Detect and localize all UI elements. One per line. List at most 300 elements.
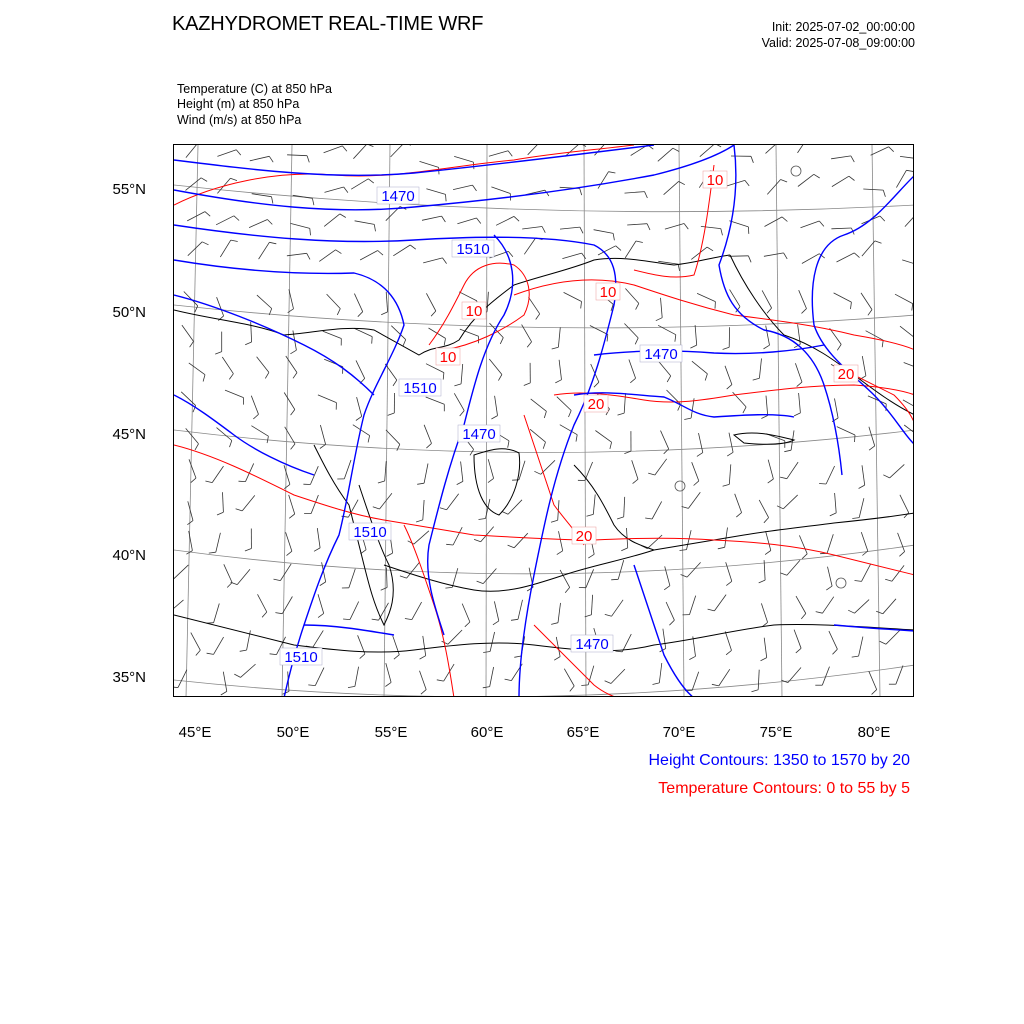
lon-line-60: [486, 145, 487, 697]
wind-barb-staff: [250, 156, 269, 161]
temp-contour-10d: [514, 280, 914, 350]
wind-barb-staff: [767, 180, 780, 195]
wind-barb-staff: [831, 156, 851, 159]
wind-barb-feather: [833, 649, 838, 654]
wind-barb-staff: [798, 174, 814, 186]
wind-barb-staff: [454, 393, 464, 410]
wind-barb-feather: [381, 312, 387, 315]
wind-barb-feather: [669, 620, 674, 625]
wind-barb-staff: [426, 189, 445, 195]
wind-barb-feather: [616, 246, 621, 251]
wind-barb-staff: [612, 600, 624, 616]
lon-label-45: 45°E: [178, 724, 212, 741]
wind-barb-staff: [220, 240, 231, 257]
wind-barb-feather: [582, 253, 586, 259]
lat-label-45: 45°N: [112, 426, 146, 443]
wind-barb-feather: [508, 251, 513, 256]
wind-barb-feather: [372, 619, 379, 620]
wind-barb-staff: [489, 359, 502, 375]
wind-barb-staff: [595, 145, 608, 155]
wind-barb-staff: [862, 465, 865, 485]
wind-barb-staff: [861, 293, 872, 310]
wind-barb-feather: [552, 347, 559, 349]
wind-barb-feather: [630, 378, 635, 383]
wind-barb-staff: [174, 565, 188, 579]
wind-barb-feather: [511, 619, 518, 620]
wind-barb-feather: [457, 481, 463, 484]
wind-barb-feather: [320, 582, 326, 586]
wind-barb-staff: [289, 495, 295, 514]
height-label-1510-west: [399, 379, 441, 397]
wind-barb-staff: [562, 253, 581, 259]
wind-barb-staff: [423, 258, 442, 263]
wind-barb-feather: [723, 347, 730, 349]
wind-barb-staff: [695, 325, 697, 345]
wind-barb-staff: [687, 562, 701, 577]
wind-barb-staff: [420, 161, 439, 167]
wind-barb-staff: [799, 290, 807, 308]
wind-barb-feather: [394, 655, 399, 660]
wind-barb-staff: [424, 425, 431, 444]
wind-barb-staff: [627, 224, 647, 225]
wind-barb-feather: [337, 309, 340, 315]
variable-height: Height (m) at 850 hPa: [177, 97, 300, 111]
wind-barb-staff: [855, 600, 870, 614]
variable-wind: Wind (m/s) at 850 hPa: [177, 113, 302, 127]
wind-barb-feather: [613, 233, 614, 240]
temp-label-text: 10: [706, 172, 724, 189]
wind-barb-staff: [496, 216, 514, 225]
wind-barb-staff: [556, 637, 560, 657]
wind-barb-staff: [317, 528, 320, 548]
wind-barb-feather: [780, 477, 787, 479]
wind-barb-feather: [229, 374, 233, 380]
wind-barb-staff: [318, 594, 324, 613]
wind-barb-feather: [381, 588, 387, 591]
wind-barb-feather: [253, 414, 258, 419]
wind-barb-staff: [890, 464, 905, 478]
temp-label-10-west: [436, 348, 460, 366]
wind-barb-staff: [658, 148, 673, 161]
wind-barb-staff: [426, 293, 435, 311]
wind-barb-feather: [885, 579, 892, 581]
wind-barb-feather: [816, 612, 823, 614]
wind-barb-staff: [666, 602, 674, 620]
wind-barb-feather: [784, 253, 788, 259]
wind-barb-staff: [632, 460, 638, 479]
wind-barb-staff: [249, 220, 267, 228]
height-label-text: 1510: [284, 649, 318, 666]
wind-barb-feather: [284, 484, 290, 488]
wind-barb-feather: [446, 194, 447, 201]
wind-barb-feather: [356, 416, 362, 420]
wind-barb-staff: [834, 293, 852, 302]
lat-line-55: [174, 185, 914, 212]
wind-barb-staff: [225, 390, 244, 398]
wind-barb-feather: [899, 552, 904, 557]
wind-barb-staff: [787, 462, 798, 479]
wind-barb-feather: [768, 479, 774, 483]
wind-barb-staff: [611, 669, 625, 683]
wind-barb-staff: [625, 192, 645, 194]
wind-barb-feather: [308, 685, 315, 686]
wind-barb-staff: [287, 155, 307, 156]
wind-barb-feather: [580, 189, 582, 196]
wind-barb-staff: [222, 357, 233, 374]
lon-label-55: 55°E: [374, 724, 408, 741]
wind-barb-feather: [555, 380, 561, 383]
wind-barb-feather: [421, 690, 426, 695]
wind-barb-staff: [216, 533, 221, 552]
wind-barb-staff: [794, 630, 801, 649]
wind-barb-staff: [799, 535, 807, 553]
wind-barb-feather: [205, 212, 210, 217]
wind-barb-feather: [880, 641, 886, 644]
wind-barb-staff: [462, 604, 470, 622]
wind-barb-staff: [663, 629, 666, 649]
wind-barb-feather: [819, 221, 824, 226]
wind-barb-staff: [862, 241, 875, 256]
wind-barb-staff: [461, 364, 463, 384]
wind-barb-staff: [829, 631, 838, 649]
wind-barb-staff: [700, 145, 715, 157]
wind-barb-feather: [876, 611, 883, 614]
wind-barb-feather: [493, 621, 499, 625]
wind-barb-feather: [498, 375, 502, 381]
wind-barb-feather: [209, 552, 216, 553]
wind-barb-feather: [653, 683, 660, 685]
height-label-1510-north: [452, 240, 494, 258]
wind-barb-feather: [912, 304, 913, 311]
wind-barb-feather: [534, 471, 540, 474]
wind-barb-feather: [291, 410, 295, 416]
wind-barb-feather: [751, 156, 753, 163]
legend-height-contours: Height Contours: 1350 to 1570 by 20: [648, 752, 910, 769]
wind-barb-feather: [431, 311, 436, 316]
wind-barb-staff: [528, 145, 542, 155]
wind-barb-feather: [477, 581, 484, 584]
wind-barb-feather: [557, 551, 563, 555]
wind-barb-feather: [551, 623, 558, 625]
wind-barb-staff: [693, 636, 696, 656]
wind-barb-staff: [353, 145, 367, 159]
variable-temperature: Temperature (C) at 850 hPa: [177, 82, 332, 96]
wind-barb-feather: [465, 622, 470, 627]
wind-barb-staff: [725, 366, 732, 385]
wind-barb-staff: [310, 466, 318, 484]
temp-contour-20d: [404, 525, 454, 697]
wind-barb-feather: [883, 190, 885, 197]
wind-barb-staff: [692, 361, 708, 374]
wind-barb-feather: [230, 178, 237, 180]
wind-barb-staff: [481, 527, 494, 542]
wind-barb-staff: [692, 672, 699, 691]
wind-barb-staff: [426, 397, 445, 404]
wind-barb-feather: [336, 250, 342, 254]
wind-barb-staff: [726, 562, 732, 581]
wind-barb-staff: [461, 462, 463, 482]
height-contour-9: [719, 145, 842, 475]
wind-barb-staff: [658, 325, 676, 334]
height-contour-5: [174, 295, 374, 395]
wind-barb-staff: [182, 325, 194, 341]
wind-barb-staff: [189, 363, 205, 375]
wind-barb-feather: [880, 216, 885, 221]
wind-barb-feather: [287, 551, 292, 555]
temp-label-text: 20: [575, 528, 593, 545]
wind-barb-staff: [420, 671, 427, 690]
lat-label-50: 50°N: [112, 304, 146, 321]
wind-barb-feather: [483, 652, 490, 653]
wind-barb-staff: [559, 531, 563, 551]
wind-barb-staff: [386, 292, 387, 312]
wind-barb-staff: [898, 533, 905, 552]
wind-barb-staff: [735, 494, 742, 513]
wind-barb-feather: [269, 156, 273, 162]
wind-barb-staff: [895, 294, 913, 303]
lat-label-35: 35°N: [112, 669, 146, 686]
wind-barb-staff: [286, 356, 297, 373]
wind-barb-staff: [883, 599, 896, 614]
wind-barb-feather: [906, 170, 913, 171]
wind-barb-staff: [360, 251, 378, 261]
height-label-1470-center: [458, 425, 500, 443]
wind-barb-feather: [542, 227, 545, 233]
wind-barb-feather: [230, 441, 232, 448]
wind-barb-feather: [202, 242, 208, 245]
wind-barb-staff: [325, 187, 344, 192]
wind-barb-feather: [405, 619, 412, 620]
wind-barb-feather: [819, 484, 826, 485]
wind-barb-feather: [645, 192, 648, 198]
wind-barb-feather: [191, 478, 196, 483]
balkhash-lake: [734, 433, 794, 444]
lon-label-70: 70°E: [662, 724, 696, 741]
wind-barb-feather: [849, 176, 855, 180]
wind-barb-feather: [446, 544, 453, 545]
wind-barb-staff: [618, 560, 624, 579]
wind-barb-staff: [764, 253, 784, 256]
wind-barb-staff: [729, 464, 731, 484]
wind-barb-feather: [715, 145, 721, 147]
wind-barb-staff: [529, 297, 540, 314]
temp-label-text: 20: [587, 396, 605, 413]
wind-barb-feather: [723, 484, 730, 486]
wind-barb-feather: [673, 148, 679, 151]
temp-label-text: 20: [837, 366, 855, 383]
wind-barb-staff: [624, 393, 625, 413]
wind-barb-feather: [205, 481, 212, 483]
valid-time: Valid: 2025-07-08_09:00:00: [761, 36, 915, 50]
wind-barb-staff: [896, 666, 903, 685]
height-contour-8: [594, 345, 824, 355]
wind-barb-feather: [190, 341, 194, 347]
wind-barb-feather: [307, 156, 309, 163]
wind-barb-staff: [257, 295, 272, 308]
graticule: [174, 145, 914, 697]
lon-label-60: 60°E: [470, 724, 504, 741]
legend-temperature-contours: Temperature Contours: 0 to 55 by 5: [658, 780, 910, 797]
wind-barb-feather: [445, 587, 452, 588]
temp-contour-20b: [524, 415, 584, 545]
wind-barb-feather: [267, 220, 272, 225]
wind-barb-staff: [798, 145, 809, 153]
wind-barb-feather: [290, 350, 296, 354]
wind-barb-staff: [892, 565, 904, 581]
wind-barb-staff: [508, 500, 522, 514]
height-label-text: 1470: [644, 346, 678, 363]
temp-label-10-ural: [462, 302, 486, 320]
wind-barb-staff: [217, 428, 232, 441]
temp-label-text: 10: [599, 284, 617, 301]
lon-line-50: [282, 145, 292, 697]
wind-barb-feather: [718, 547, 725, 549]
wind-barb-feather: [837, 344, 841, 350]
lon-label-65: 65°E: [566, 724, 600, 741]
wind-barb-feather: [368, 179, 374, 183]
wind-barb-feather: [288, 309, 294, 313]
wind-barb-feather: [217, 512, 223, 515]
wind-barb-staff: [869, 671, 877, 689]
wind-barb-staff: [242, 495, 255, 511]
wind-barb-feather: [348, 686, 355, 687]
wind-barb-feather: [610, 442, 612, 449]
wind-barb-feather: [656, 318, 662, 321]
wind-barb-feather: [705, 374, 707, 381]
wind-barb-staff: [690, 596, 696, 615]
wind-barb-staff: [692, 462, 699, 481]
wind-barb-staff: [822, 667, 829, 686]
wind-barb-staff: [557, 397, 571, 411]
wind-barb-feather: [690, 345, 696, 348]
wind-barb-feather: [727, 385, 732, 390]
wind-barb-feather: [442, 216, 446, 222]
wind-barb-staff: [701, 226, 721, 228]
height-label-text: 1470: [575, 636, 609, 653]
wind-barb-staff: [284, 465, 290, 484]
wind-barb-staff: [385, 461, 387, 481]
wind-barb-staff: [624, 497, 625, 517]
wind-barb-feather: [473, 185, 477, 191]
wind-barb-feather: [340, 214, 346, 218]
wind-barb-feather: [400, 576, 407, 578]
wind-barb-feather: [543, 442, 545, 449]
wind-barb-staff: [483, 569, 496, 584]
wind-barb-feather: [694, 481, 699, 486]
wind-barb-feather: [474, 539, 481, 541]
wind-barb-feather: [460, 411, 465, 416]
wind-barb-staff: [412, 602, 422, 620]
wind-barb-feather: [236, 509, 243, 511]
wind-barb-feather: [889, 147, 894, 152]
wind-barb-feather: [759, 580, 765, 583]
wind-barb-feather: [855, 581, 862, 582]
wind-barb-feather: [684, 224, 688, 230]
map-panel: [173, 144, 914, 697]
lon-label-80: 80°E: [857, 724, 891, 741]
lon-line-70: [679, 145, 684, 697]
wind-barb-feather: [444, 338, 445, 345]
wind-barb-staff: [802, 254, 819, 264]
wind-barb-staff: [423, 636, 426, 656]
wind-barb-feather: [275, 613, 282, 614]
wind-barb-staff: [453, 185, 472, 190]
wind-barb-staff: [787, 560, 800, 575]
wind-barb-staff: [759, 358, 761, 378]
wind-barb-feather: [636, 241, 643, 243]
height-label-text: 1470: [462, 426, 496, 443]
wind-barb-feather: [801, 614, 806, 619]
wind-barb-feather: [470, 449, 474, 455]
wind-barb-feather: [570, 686, 574, 691]
wind-barb-staff: [904, 363, 914, 370]
wind-barb-feather: [883, 475, 889, 478]
wind-barb-feather: [802, 309, 807, 314]
wind-barb-staff: [452, 568, 458, 587]
wind-barb-feather: [764, 518, 769, 523]
wind-barb-staff: [491, 187, 510, 194]
wind-barb-staff: [490, 632, 495, 652]
wind-barb-feather: [814, 174, 820, 178]
wind-barb-feather: [565, 587, 570, 592]
wind-barb-staff: [863, 189, 883, 190]
wind-barb-feather: [236, 150, 241, 155]
wind-barb-feather: [697, 453, 703, 457]
wind-barb-feather: [648, 473, 655, 475]
wind-barb-feather: [527, 342, 531, 348]
wind-barb-feather: [618, 413, 625, 415]
country-boundaries: [174, 255, 914, 652]
height-label-text: 1510: [403, 380, 437, 397]
wind-barb-feather: [358, 312, 363, 317]
wind-barb-staff: [355, 221, 375, 225]
wind-barb-staff: [356, 360, 365, 378]
wind-barb-staff: [453, 527, 462, 545]
wind-barb-feather: [764, 345, 770, 349]
wind-barb-staff: [586, 569, 594, 587]
boundary-south: [174, 615, 914, 652]
aral-sea: [474, 449, 520, 515]
wind-barb-feather: [262, 612, 267, 617]
wind-barb-staff: [902, 260, 914, 266]
height-label-1470-east: [640, 345, 682, 363]
wind-barb-feather: [781, 180, 788, 183]
wind-barb-feather: [681, 575, 688, 578]
wind-barb-staff: [518, 600, 523, 620]
wind-barb-feather: [851, 302, 852, 309]
wind-barb-feather: [368, 436, 370, 443]
wind-barb-feather: [378, 251, 383, 256]
wind-barb-feather: [437, 680, 444, 681]
wind-barb-staff: [217, 150, 236, 157]
wind-barb-staff: [729, 221, 748, 227]
wind-barb-feather: [576, 435, 577, 442]
wind-barb-staff: [284, 393, 295, 410]
wind-barb-feather: [797, 382, 802, 387]
wind-barb-staff: [595, 431, 611, 443]
wind-barb-feather: [367, 145, 374, 147]
wind-barb-staff: [861, 532, 868, 551]
wind-barb-staff: [560, 425, 577, 435]
wind-barb-feather: [386, 553, 392, 556]
wind-barb-staff: [598, 172, 609, 189]
wind-barb-feather: [875, 241, 882, 243]
wind-barb-staff: [344, 460, 351, 479]
wind-barb-feather: [745, 180, 749, 186]
wind-barb-staff: [495, 396, 498, 416]
wind-barb-feather: [196, 650, 201, 655]
wind-barb-feather: [397, 444, 400, 450]
